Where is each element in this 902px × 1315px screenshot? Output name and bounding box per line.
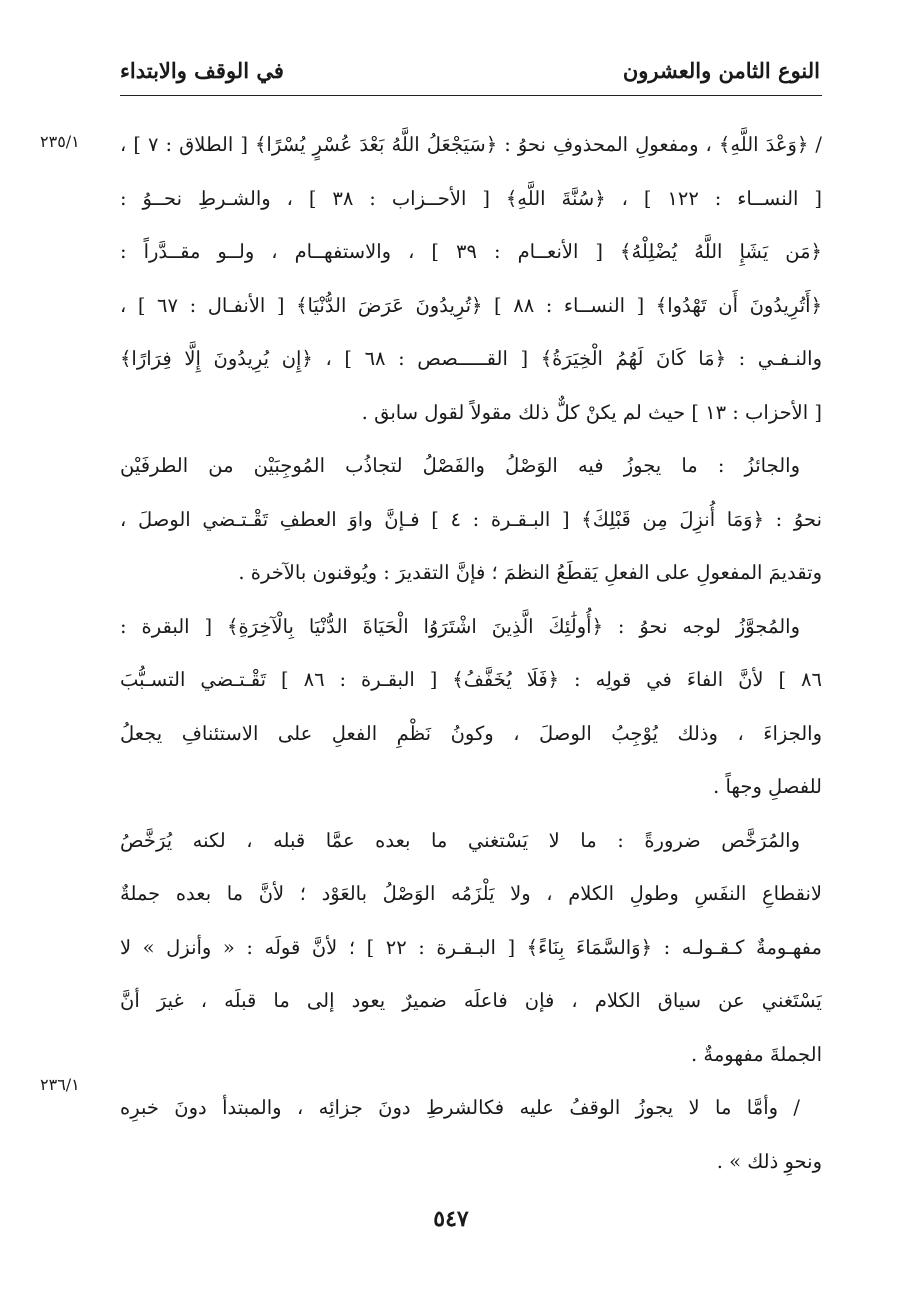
margin-reference: ٢٣٦/١ <box>40 1075 80 1094</box>
header-divider <box>120 95 822 96</box>
running-header <box>120 52 820 92</box>
text-line: نحوُ : ﴿وَمَا أُنزِلَ مِن قَبْلِكَ﴾ [ البـقـرة : ٤ ] فـإنَّ واوَ العطفِ تَقْـتـضي الوصلَ ، <box>120 507 822 531</box>
text-line: ونحوِ ذلك » . <box>716 1149 822 1173</box>
text-line: / ﴿وَعْدَ اللَّهِ﴾ ، ومفعولِ المحذوفِ نحوُ : ﴿سَيَجْعَلُ اللَّهُ بَعْدَ عُسْرٍ يُسْرًا﴾ [ الطلاق : ٧ ] ، <box>120 133 822 156</box>
page-number: ٥٤٧ <box>433 1206 469 1232</box>
text-line: وتقديمَ المفعولِ على الفعلِ يَقطَعُ النظمَ ؛ فإنَّ التقديرَ : ويُوقنون بالآخرة . <box>238 561 822 584</box>
text-line: ﴿أَتُرِيدُونَ أَن تَهْدُوا﴾ [ النســاء : ٨٨ ] ﴿تُرِيدُونَ عَرَضَ الدُّنْيَا﴾ [ الأنفـال : ٦٧ ] ، <box>120 293 822 317</box>
text-line: والمُرَخَّص ضرورةً : ما لا يَسْتغني ما بعده عمَّا قبله ، لكنه يُرَخَّصُ <box>120 828 800 852</box>
text-line: والمُجوَّزُ لوجه نحوُ : ﴿أُولَٰئِكَ الَّذِينَ اشْتَرَوُا الْحَيَاةَ الدُّنْيَا بِالْآخِرَةِ﴾ [ البقرة : <box>120 614 800 638</box>
text-line: يَسْتَغني عن سياق الكلام ، فإن فاعلَه ضميرٌ يعود إلى ما قبلَه ، غيرَ أنَّ <box>120 989 822 1012</box>
text-line: ٨٦ ] لأنَّ الفاءَ في قولِه : ﴿فَلَا يُخَفَّفُ﴾ [ البقـرة : ٨٦ ] تَقْـتـضي التسـبُّبَ <box>120 668 822 691</box>
section-title: في الوقف والابتداء <box>120 58 284 83</box>
text-line: [ النســاء : ١٢٢ ] ، ﴿سُنَّةَ اللَّهِ﴾ [ الأحــزاب : ٣٨ ] ، والشـرطِ نحــوُ : <box>120 186 822 210</box>
text-line: والجزاءَ ، وذلك يُوْجِبُ الوصلَ ، وكونُ نَظْمِ الفعلِ على الاستئنافِ يجعلُ <box>120 721 822 745</box>
text-line: [ الأحزاب : ١٣ ] حيث لم يكنْ كلٌّ ذلك مقولاً لقول سابق . <box>361 400 822 424</box>
text-line: / وأمَّا ما لا يجوزُ الوقفُ عليه فكالشرطِ دونَ جزائِه ، والمبتدأ دونَ خبرِه <box>120 1096 800 1119</box>
text-line: والجائزُ : ما يجوزُ فيه الوَصْلُ والفَصْلُ لتجاذُب المُوجِبَيْن من الطرفَيْن <box>120 454 800 477</box>
page-body <box>120 118 822 1188</box>
text-line: للفصلِ وجهاً . <box>713 775 822 798</box>
text-line: ﴿مَن يَشَإِ اللَّهُ يُضْلِلْهُ﴾ [ الأنعــام : ٣٩ ] ، والاستفهــام ، ولــو مقــدَّراً : <box>120 240 822 263</box>
margin-reference: ٢٣٥/١ <box>40 132 80 151</box>
text-line: لانقطاعِ النفَسِ وطولِ الكلام ، ولا يَلْزَمُه الوَصْلُ بالعَوْد ؛ لأنَّ ما بعده جملةٌ <box>120 882 822 905</box>
text-line: الجملةَ مفهومةٌ . <box>691 1042 822 1066</box>
chapter-title: النوع الثامن والعشرون <box>622 58 820 83</box>
text-line: والنـفـي : ﴿مَا كَانَ لَهُمُ الْخِيَرَةُ﴾ [ القـــــصص : ٦٨ ] ، ﴿إِن يُرِيدُونَ إِلَّا فِرَارًا﴾ <box>120 347 822 370</box>
text-line: مفهـومةٌ كـقـولـه : ﴿وَالسَّمَاءَ بِنَاءً﴾ [ البـقـرة : ٢٢ ] ؛ لأنَّ قولَه : « وأنزل » لا <box>120 935 822 959</box>
